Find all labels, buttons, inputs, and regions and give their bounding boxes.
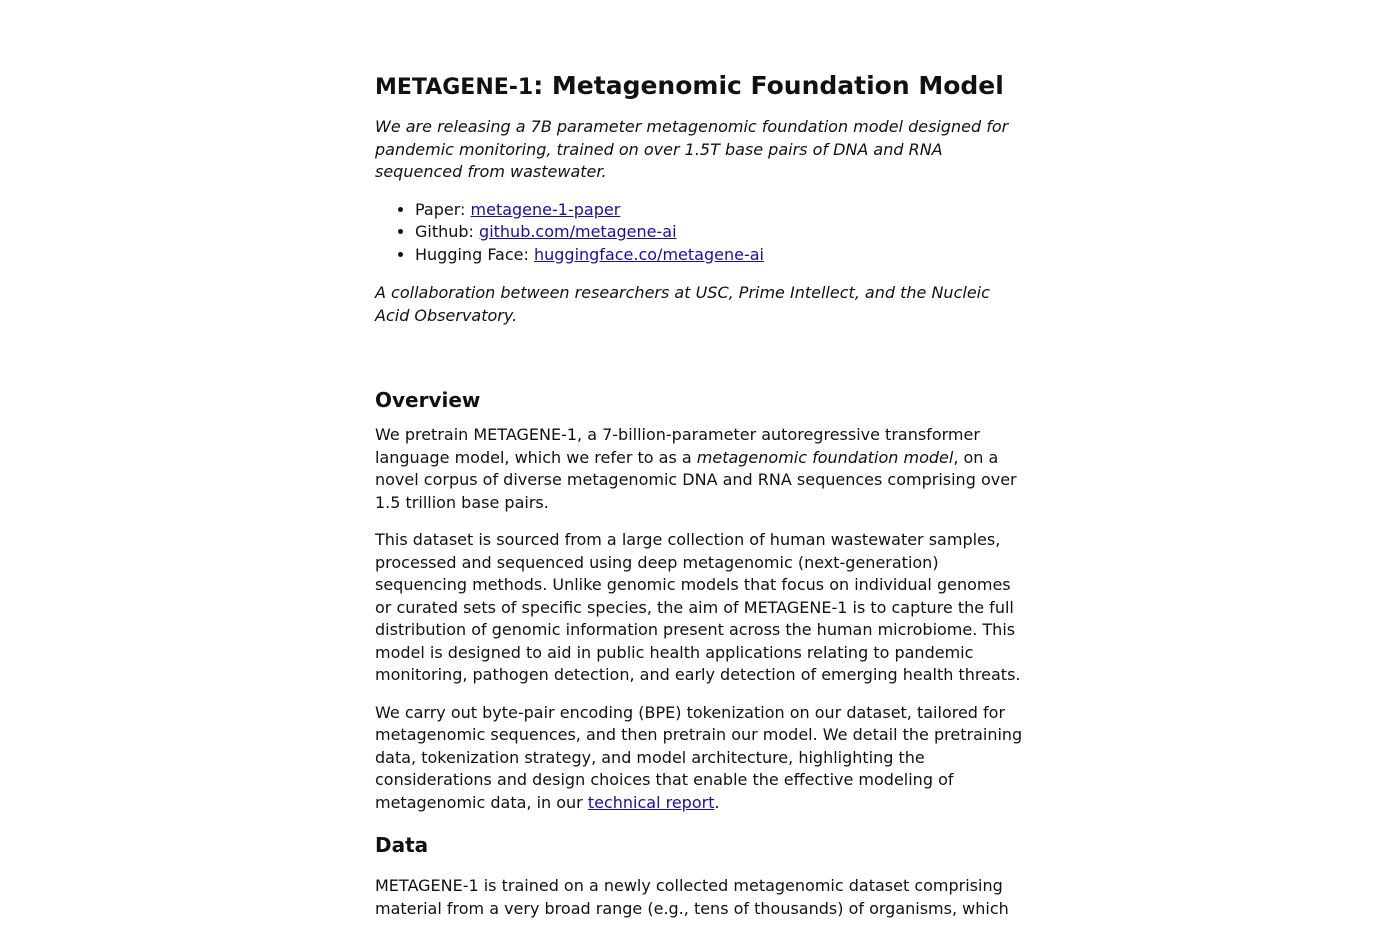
article xyxy=(375,70,1027,935)
overview-paragraph-2: This dataset is sourced from a large collection of human wastewater samples, processed and sequenced using deep metagenomic (next-generation) sequencing methods. Unlike genomic models that focus on individual genomes or curated sets of specific species, the aim of METAGENE-1 is to capture the full distribution of genomic information present across the human microbiome. This model is designed to aid in public health applications relating to pandemic monitoring, pathogen detection, and early detection of emerging health threats. xyxy=(375,530,1021,684)
list-item-paper xyxy=(415,199,1027,222)
section-spacer xyxy=(375,342,1027,387)
overview-p3-start: We carry out byte-pair encoding (BPE) tokenization on our dataset, tailored for metagenomic sequences, and then pretrain our model. We detail the pretraining data, tokenization strategy, and model architecture, highlighting the considerations and design choices that enable the effective modeling of metagenomic data, in our xyxy=(375,702,1023,812)
overview-p1-emphasis: metagenomic foundation model xyxy=(696,447,954,467)
overview-p1-start: We pretrain METAGENE-1, a 7-billion-parameter autoregressive transformer language model, which we refer to as a xyxy=(375,425,980,467)
data-heading: Data xyxy=(375,833,429,857)
github-link[interactable]: github.com/metagene-ai xyxy=(479,222,677,241)
page-title-rest: : Metagenomic Foundation Model xyxy=(533,71,1004,100)
list-item-github xyxy=(415,221,1027,244)
list-item-huggingface xyxy=(415,244,1027,267)
overview-paragraph-3 xyxy=(375,702,1027,815)
data-paragraph-1: METAGENE-1 is trained on a newly collected metagenomic dataset comprising material from a very broad range (e.g., tens of thousands) of organisms, which xyxy=(375,876,1009,918)
overview-heading: Overview xyxy=(375,388,481,412)
intro-text: We are releasing a 7B parameter metagenomic foundation model designed for pandemic monitoring, trained on over 1.5T base pairs of DNA and RNA sequenced from wastewater. xyxy=(375,117,1009,181)
overview-p3-end: . xyxy=(714,792,720,812)
resource-links-list xyxy=(375,199,1027,267)
github-label: Github: xyxy=(415,222,480,241)
page-title xyxy=(375,70,1027,104)
paper-link[interactable]: metagene-1-paper xyxy=(470,199,621,219)
page-title-prefix: METAGENE-1 xyxy=(375,75,534,100)
overview-paragraph-1 xyxy=(375,424,1027,514)
paper-label: Paper: xyxy=(415,199,471,219)
collaboration-text: A collaboration between researchers at USC, Prime Intellect, and the Nucleic Acid Observatory. xyxy=(375,283,990,325)
technical-report-link[interactable]: technical report xyxy=(587,792,715,812)
overview-p1-end: , on a novel corpus of diverse metagenomic DNA and RNA sequences comprising over 1.5 trillion base pairs. xyxy=(375,447,1017,512)
huggingface-link[interactable]: huggingface.co/metagene-ai xyxy=(533,244,764,264)
huggingface-label: Hugging Face: xyxy=(415,244,534,264)
